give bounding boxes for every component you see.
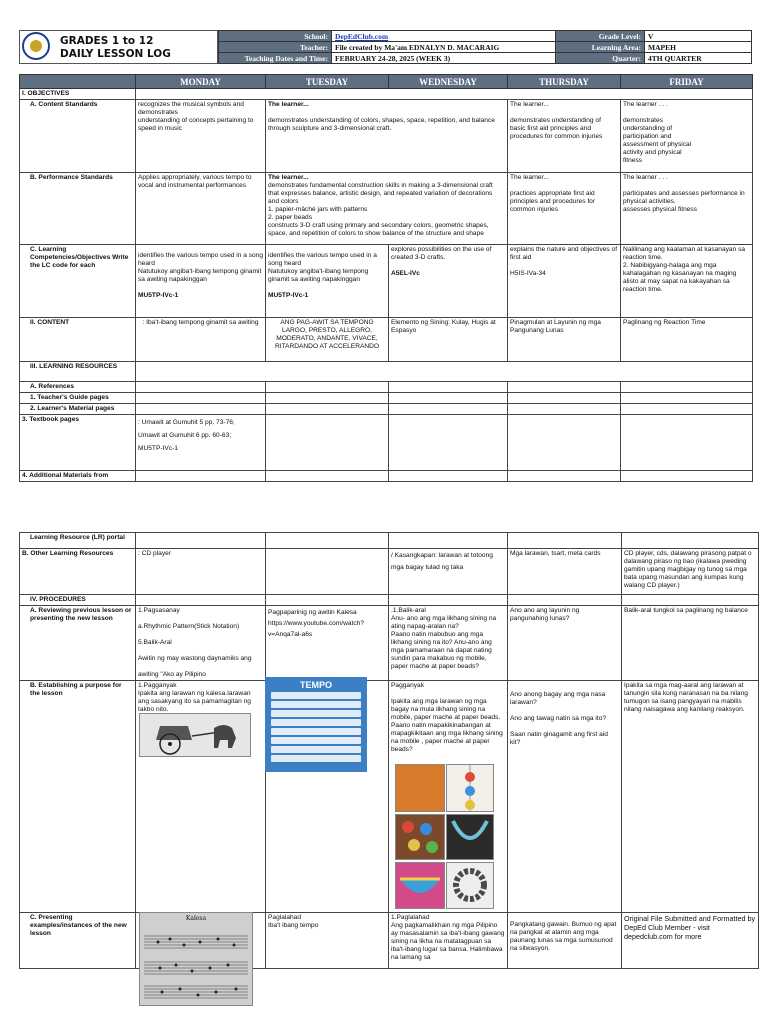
- tempo-chart-row: [271, 728, 361, 735]
- lc-code-tuesday: MU5TP-IVc-1: [268, 292, 309, 299]
- dates-label: Teaching Dates and Time:: [219, 53, 332, 64]
- teachers-guide-label: 1. Teacher's Guide pages: [20, 393, 136, 404]
- school-link[interactable]: DepEdClub.com: [332, 31, 556, 42]
- other-resources-wednesday: / Kasangkapan: larawan at totoong mga bagay tulad ng taka: [389, 549, 508, 595]
- lr-portal-label: Learning Resource (LR) portal: [20, 533, 136, 549]
- competencies-thursday: [508, 245, 621, 318]
- learner-heading: The learner...: [268, 174, 309, 181]
- tempo-chart-image: [265, 677, 367, 772]
- presenting-wednesday: 1.Paglalahad Ang pagkamalikhain ng mga Pilipino ay masasalamin sa iba't-ibang gawang sining na likha na matatagpuan sa iba't-ibang lugar sa bansa. Halimbawa na lamang sa: [389, 913, 508, 969]
- other-resources-friday: CD player, cds, dalawang pirasong patpat o dalawang piraso ng bao (ikalawa pweding gamitin upang magbigay ng tunog sa mga bata upang masundan ang kumpas kung walang CD player.): [622, 549, 759, 595]
- objectives-span: [136, 89, 753, 100]
- additional-materials-label: 4. Additional Materials from: [20, 471, 136, 482]
- competencies-monday-text: identifies the various tempo used in a song heard Natutukoy angiba't-ibang tempong ginamit sa awiting napakinggan: [138, 252, 263, 283]
- performance-standards-thursday: The learner... practices appropriate first aid principles and procedures for common injuries: [508, 173, 621, 245]
- quarter-label: Quarter:: [556, 53, 645, 64]
- title-line-2: DAILY LESSON LOG: [60, 48, 171, 60]
- learning-resources-label: III. LEARNING RESOURCES: [20, 362, 136, 382]
- paper-mobile-image: [395, 764, 445, 812]
- purpose-thursday: Ano anong bagay ang mga nasa larawan? Ano ang tawag natin sa mga ito? Saan natin ginagamit ang first aid kit?: [508, 681, 622, 913]
- day-header-friday: FRIDAY: [621, 75, 753, 89]
- tempo-chart-row: [271, 746, 361, 753]
- teacher-label: Teacher:: [219, 42, 332, 53]
- other-resources-monday: : CD player: [136, 549, 266, 595]
- grade-level-label: Grade Level:: [556, 31, 645, 42]
- learners-material-label: 2. Learner's Material pages: [20, 404, 136, 415]
- tempo-chart-row: [271, 737, 361, 744]
- presenting-label: C. Presenting examples/instances of the new lesson: [20, 913, 136, 969]
- header-info-table: [218, 30, 752, 64]
- corner-header: [20, 75, 136, 89]
- learning-area-value: MAPEH: [645, 42, 752, 53]
- content-standards-thursday: The learner... demonstrates understanding of basic first aid principles and procedures for common injuries: [508, 100, 621, 173]
- lesson-log-table-part-2: [19, 532, 759, 969]
- day-header-tuesday: TUESDAY: [266, 75, 389, 89]
- learning-area-label: Learning Area:: [556, 42, 645, 53]
- dates-value: FEBRUARY 24-28, 2025 (WEEK 3): [332, 53, 556, 64]
- school-label: School:: [219, 31, 332, 42]
- competencies-thursday-text: explains the nature and objectives of first aid: [510, 246, 618, 261]
- grade-level-value: V: [645, 31, 752, 42]
- presenting-tuesday: Paglalahad Iba't ibang tempo: [266, 913, 389, 969]
- purpose-monday: 1.Pagganyak Ipakita ang larawan ng kalesa.Iarawan ang sasakyang ito sa pamamagitan ng takbo nito.: [136, 681, 266, 913]
- competencies-monday: [136, 245, 266, 318]
- content-standards-friday: The learner . . . demonstrates understanding of participation and assessment of physical activity and physical fitness: [621, 100, 753, 173]
- other-resources-thursday: Mga larawan, tsart, meta cards: [508, 549, 622, 595]
- content-thursday: Pinagmulan at Layunin ng mga Pangunang Lunas: [508, 318, 621, 362]
- day-header-thursday: THURSDAY: [508, 75, 621, 89]
- learner-heading: The learner...: [268, 101, 309, 108]
- paper-mache-bowl-image: [395, 862, 445, 909]
- content-standards-tue-wed: [266, 100, 508, 173]
- content-tuesday: ANG PAG-AWIT SA TEMPONG LARGO, PRESTO, ALLEGRO, MODERATO, ANDANTE, VIVACE, RITARDANDO AT ACCELERANDO: [266, 318, 389, 362]
- day-header-monday: MONDAY: [136, 75, 266, 89]
- content-standards-label: A. Content Standards: [20, 100, 136, 173]
- bead-bracelet-image: [446, 862, 494, 909]
- day-header-wednesday: WEDNESDAY: [389, 75, 508, 89]
- references-label: A. References: [20, 382, 136, 393]
- competencies-tuesday: [266, 245, 389, 318]
- textbook-pages-label: 3. Textbook pages: [20, 415, 136, 471]
- tempo-chart-row: [271, 755, 361, 762]
- reviewing-label: A. Reviewing previous lesson or presenting the new lesson: [20, 606, 136, 681]
- performance-standards-tue-wed: [266, 173, 508, 245]
- quarter-value: 4TH QUARTER: [645, 53, 752, 64]
- kalesa-music-score-image: [139, 912, 253, 1006]
- performance-standards-friday: The learner . . . participates and assesses performance in physical activities. assesses physical fitness: [621, 173, 753, 245]
- tempo-chart-title: TEMPO: [299, 680, 332, 690]
- content-wednesday: Elemento ng Sining: Kulay, Hugis at Espasyo: [389, 318, 508, 362]
- reviewing-wednesday: .1.Balik-aral Anu- ano ang mga likhang sining na ating napag-aralan na? Paano natin mabubuo ang mga likhang sining na ito? Anu-ano ang mga pamamaraan na dapat nating sundin para makabuo ng mobile, paper mache at paper beads?: [389, 606, 508, 681]
- tempo-chart-row: [271, 719, 361, 726]
- performance-standards-label: B. Performance Standards: [20, 173, 136, 245]
- learning-resources-span: [136, 362, 753, 382]
- lc-code-thursday: H5IS-IVa-34: [510, 270, 546, 277]
- deped-seal-logo: [22, 32, 50, 60]
- reviewing-tuesday: Pagpaparinig ng awitin Kalesa https://www.youtube.com/watch? v=Anqa7al-a6s: [266, 606, 389, 681]
- content-friday: Paglinang ng Reaction Time: [621, 318, 753, 362]
- competencies-friday: Nalilinang ang kaalaman at kasanayan sa reaction time. 2. Nabibigyang-halaga ang mga kahalagahan ng kasanayan na maging alisto at may sapat na kakayahan sa reaction time.: [621, 245, 753, 318]
- textbook-pages-monday: : Umawit at Gumuhit 5 pp. 73-76; Umawit at Gumuhit 6 pp. 60-63; MU5TP-IVc-1: [136, 415, 266, 471]
- reviewing-friday: Balik-aral tungkol sa paglinang ng balance: [622, 606, 759, 681]
- content-standards-monday: recognizes the musical symbols and demonstrates understanding of concepts pertaining to speed in music: [136, 100, 266, 173]
- reviewing-monday: 1.Pagsasanay a.Rhythmic Pattern(Stick Notation) 5.Balik-Aral Awitin ng may wastong daynamiks ang awiting "Ako ay Pilipino: [136, 606, 266, 681]
- title-line-1: GRADES 1 to 12: [60, 35, 154, 47]
- procedures-label: IV. PROCEDURES: [20, 595, 136, 606]
- score-title: Kalesa: [185, 915, 207, 922]
- tempo-chart-row: [271, 692, 361, 699]
- purpose-wednesday: Pagganyak Ipakita ang mga larawan ng mga bagay na mula likhang sining na mobile, paper mache at paper beads. Paano natin mapakikinabangan at mapagkikitaan ang mga likhang sining na mobile , paper mache at paper beads?: [389, 681, 508, 913]
- competencies-wednesday: [389, 245, 508, 318]
- content-standards-tuesday: demonstrates understanding of colors, shapes, space, repetition, and balance through sculpture and 3-dimensional craft.: [268, 117, 495, 132]
- paper-beads-image: [395, 814, 445, 860]
- competencies-label: C. Learning Competencies/Objectives Write the LC code for each: [20, 245, 136, 318]
- tempo-chart-row: [271, 710, 361, 717]
- lc-code-wednesday: A5EL-IVc: [391, 270, 420, 277]
- kalesa-carriage-image: [139, 713, 251, 757]
- bead-necklace-image: [446, 814, 494, 860]
- purpose-label: B. Establishing a purpose for the lesson: [20, 681, 136, 913]
- other-resources-label: B. Other Learning Resources: [20, 549, 136, 595]
- content-label: II. CONTENT: [20, 318, 136, 362]
- performance-standards-tuesday: demonstrates fundamental construction skills in making a 3-dimensional craft that expresses balance, artistic design, and repeated variation of decorations and colors 1. papier-mâché jars with patterns 2. paper beads constructs 3-D craft using primary and secondary colors, geometric shapes, space, and repetition of colors to show balance of the structure and shape: [268, 182, 493, 237]
- teacher-value: File created by Ma'am EDNALYN D. MACARAIG: [332, 42, 556, 53]
- lesson-log-table-part-1: [19, 74, 753, 482]
- tempo-chart-row: [271, 701, 361, 708]
- presenting-friday: Original File Submitted and Formatted by DepEd Club Member - visit depedclub.com for more: [622, 913, 759, 969]
- performance-standards-monday: Applies appropriately, various tempo to vocal and instrumental performances: [136, 173, 266, 245]
- presenting-thursday: Pangkatang gawain. Bumuo ng apat na pangkat at alamin ang mga paunang lunas sa mga sumusunod na sitwasyon.: [508, 913, 622, 969]
- lc-code-monday: MU5TP-IVc-1: [138, 292, 179, 299]
- objectives-label: I. OBJECTIVES: [20, 89, 136, 100]
- purpose-friday: Ipakita sa mga mag-aaral ang larawan at tanungin sila kung naranasan na ba nilang tumugon sa isang pangyayari na mabilis nilang naisagawa ang kanilang reaksyon.: [622, 681, 759, 913]
- reviewing-thursday: Ano ano ang layunin ng pangunahing lunas?: [508, 606, 622, 681]
- hanging-mobile-image: [446, 764, 494, 812]
- competencies-tuesday-text: identifies the various tempo used in a song heard Natutukoy angiba't-ibang tempong ginamit sa awiting napakinggan: [268, 252, 377, 283]
- document-title: [60, 35, 171, 61]
- competencies-wednesday-text: explores possibilities on the use of created 3-D crafts.: [391, 246, 492, 261]
- content-monday: : Iba't-ibang tempong ginamit sa awiting: [136, 318, 266, 362]
